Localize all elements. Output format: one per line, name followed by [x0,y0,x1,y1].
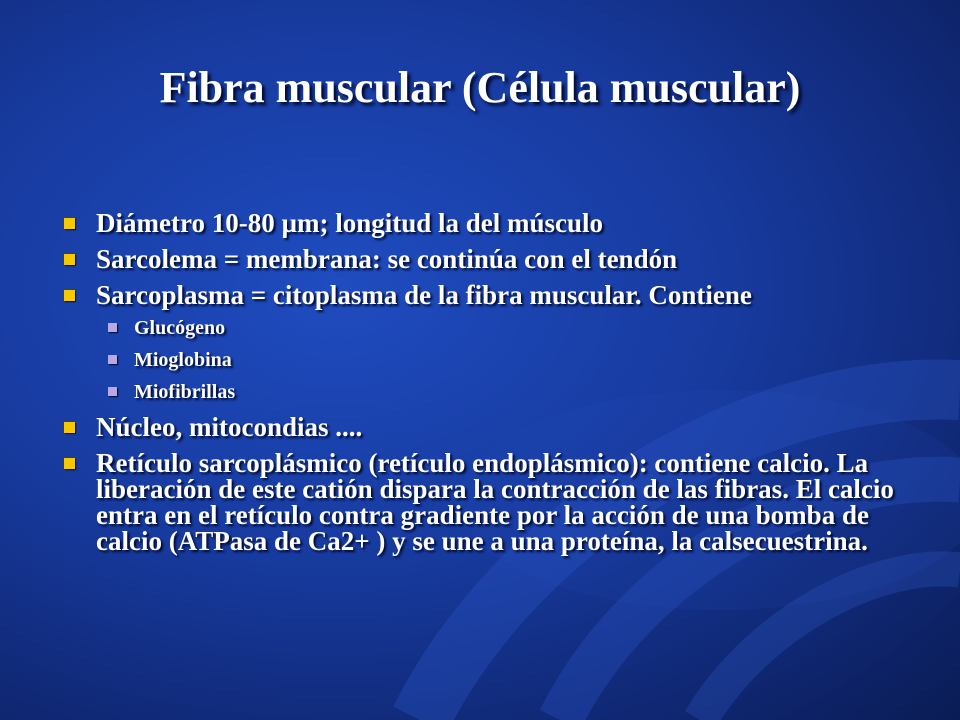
slide-content [58,210,918,564]
square-bullet-icon [64,254,75,265]
square-bullet-icon [108,323,117,332]
bullet-item [58,210,918,236]
square-bullet-icon [108,387,117,396]
bullet-text: Diámetro 10-80 µm; longitud la del músculo [96,208,604,238]
slide-title: Fibra muscular (Célula muscular) [159,63,801,112]
bullet-text: Sarcolema = membrana: se continúa con el tendón [96,244,678,274]
square-bullet-icon [64,458,75,469]
sub-bullet-text: Mioglobina [134,349,232,371]
bullet-text: Núcleo, mitocondias .... [96,412,363,442]
sub-bullet-item [96,350,918,370]
sub-bullet-text: Miofibrillas [134,381,236,403]
bullet-text: Retículo sarcoplásmico (retículo endoplásmico): contiene calcio. La liberación de este catión dispara la contracción de las fibras. El calcio entra en el retículo contra gradiente por la acción de una bomba de calcio (ATPasa de Ca2+ ) y se une a una proteína, la calsecuestrina. [96,448,894,556]
sub-bullet-item [96,318,918,338]
sub-bullet-list [96,318,918,402]
bullet-item [58,414,918,440]
bullet-item [58,246,918,272]
bullet-item [58,450,918,554]
sub-bullet-text: Glucógeno [134,317,226,339]
bullet-item [58,282,918,402]
square-bullet-icon [64,218,75,229]
sub-bullet-item [96,382,918,402]
bullet-list [58,210,918,554]
square-bullet-icon [64,422,75,433]
bullet-text: Sarcoplasma = citoplasma de la fibra muscular. Contiene [96,280,752,310]
square-bullet-icon [108,355,117,364]
square-bullet-icon [64,290,75,301]
